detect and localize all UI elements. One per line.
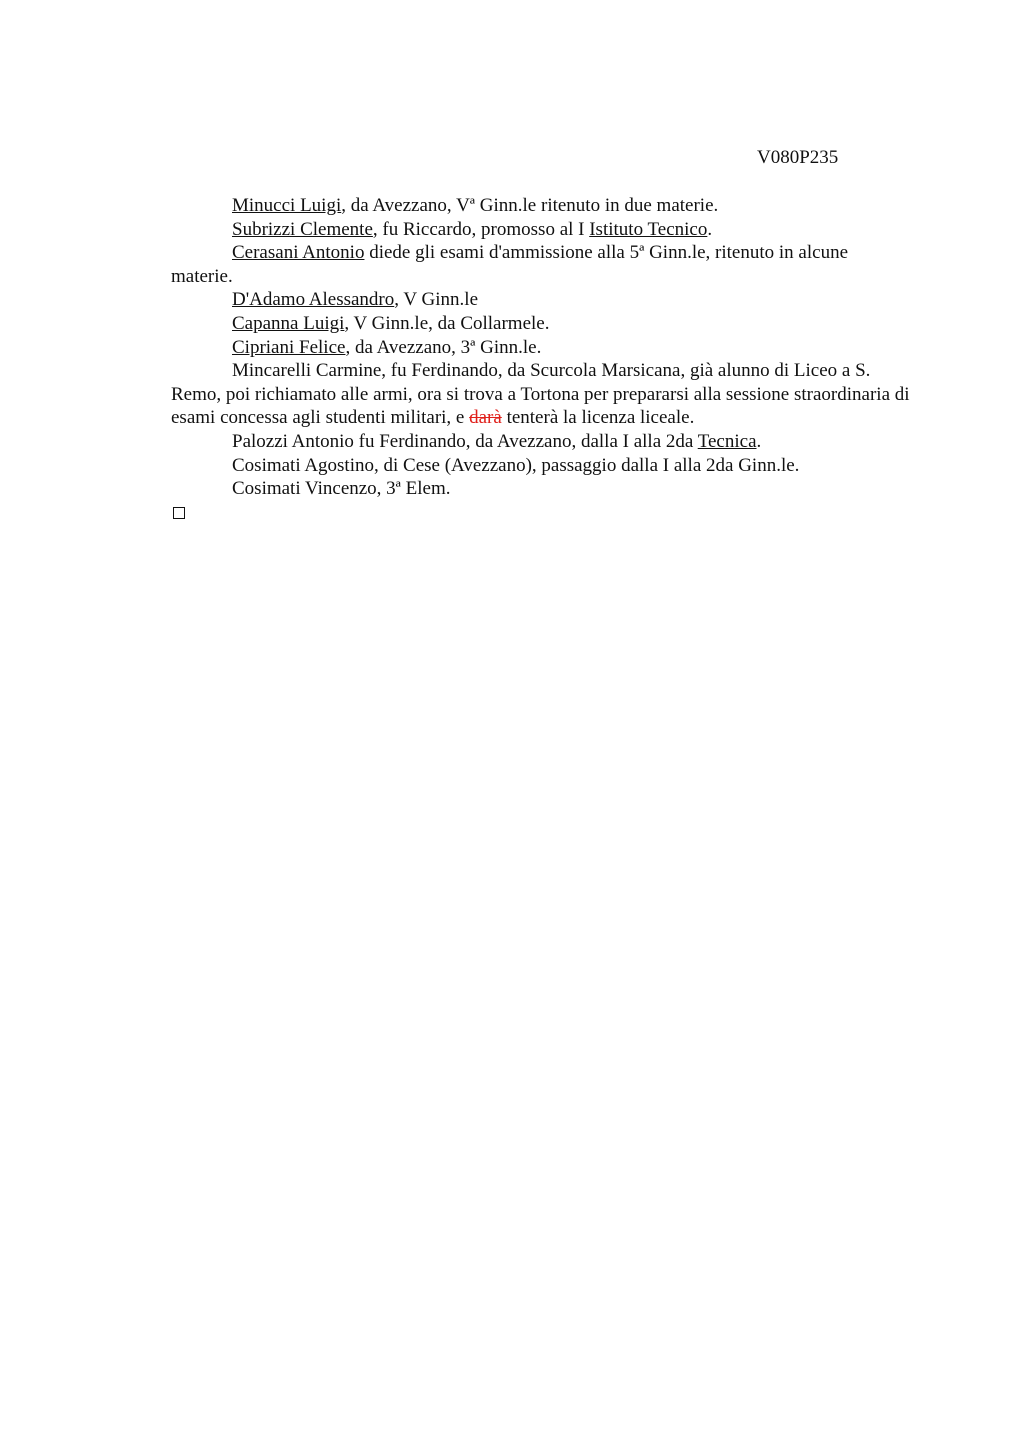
student-name: Cipriani Felice — [232, 336, 346, 358]
entry-text: , V Ginn.le — [394, 289, 479, 311]
page-code: V080P235 — [757, 147, 839, 168]
entry-end: . — [707, 218, 713, 240]
entry-text: , fu Riccardo, promosso al I — [372, 218, 590, 240]
student-name: Minucci Luigi — [232, 195, 342, 216]
student-name: D'Adamo Alessandro — [232, 289, 395, 311]
entry-text: , da Avezzano, 3ª Ginn.le. — [345, 336, 542, 358]
entry-subrizzi — [171, 218, 911, 242]
entry-text: Palozzi Antonio fu Ferdinando, da Avezzano, dalla I alla 2da — [232, 430, 698, 452]
entry-cosimati-vincenzo — [171, 477, 911, 501]
school-name: Istituto Tecnico — [589, 218, 708, 240]
entry-text: , da Avezzano, Vª Ginn.le ritenuto in due materie. — [341, 195, 719, 216]
school-name: Tecnica — [697, 430, 757, 452]
entry-cosimati-agostino — [171, 454, 911, 478]
entry-text: diede gli esami d'ammissione alla 5ª Ginn.le, ritenuto in alcune materie. — [171, 242, 848, 287]
entry-capanna — [171, 312, 911, 336]
end-of-page-box-icon — [173, 507, 185, 519]
entry-text: Mincarelli Carmine, fu Ferdinando, da Scurcola Marsicana, già alunno di Liceo a S. Remo, poi richiamato alle armi, ora si trova a Tortona per prepararsi alla sessione straordinaria di esami concessa agli studenti militari, e — [171, 360, 910, 429]
entry-cipriani — [171, 336, 911, 360]
deleted-word: darà — [469, 407, 502, 429]
document-body — [171, 194, 911, 501]
student-name: Subrizzi Clemente — [232, 218, 373, 240]
entry-text: Cosimati Vincenzo, 3ª Elem. — [232, 478, 451, 500]
student-name: Capanna Luigi — [232, 312, 345, 334]
entry-palozzi — [171, 430, 911, 454]
entry-minucci — [171, 194, 911, 218]
student-name: Cerasani Antonio — [232, 242, 365, 264]
entry-text: Cosimati Agostino, di Cese (Avezzano), passaggio dalla I alla 2da Ginn.le. — [232, 454, 800, 476]
entry-text-after: tenterà la licenza liceale. — [501, 407, 695, 429]
entry-dadamo — [171, 288, 911, 312]
entry-mincarelli — [171, 359, 911, 430]
entry-end: . — [756, 430, 762, 452]
entry-cerasani — [171, 241, 911, 288]
entry-text: , V Ginn.le, da Collarmele. — [344, 312, 550, 334]
